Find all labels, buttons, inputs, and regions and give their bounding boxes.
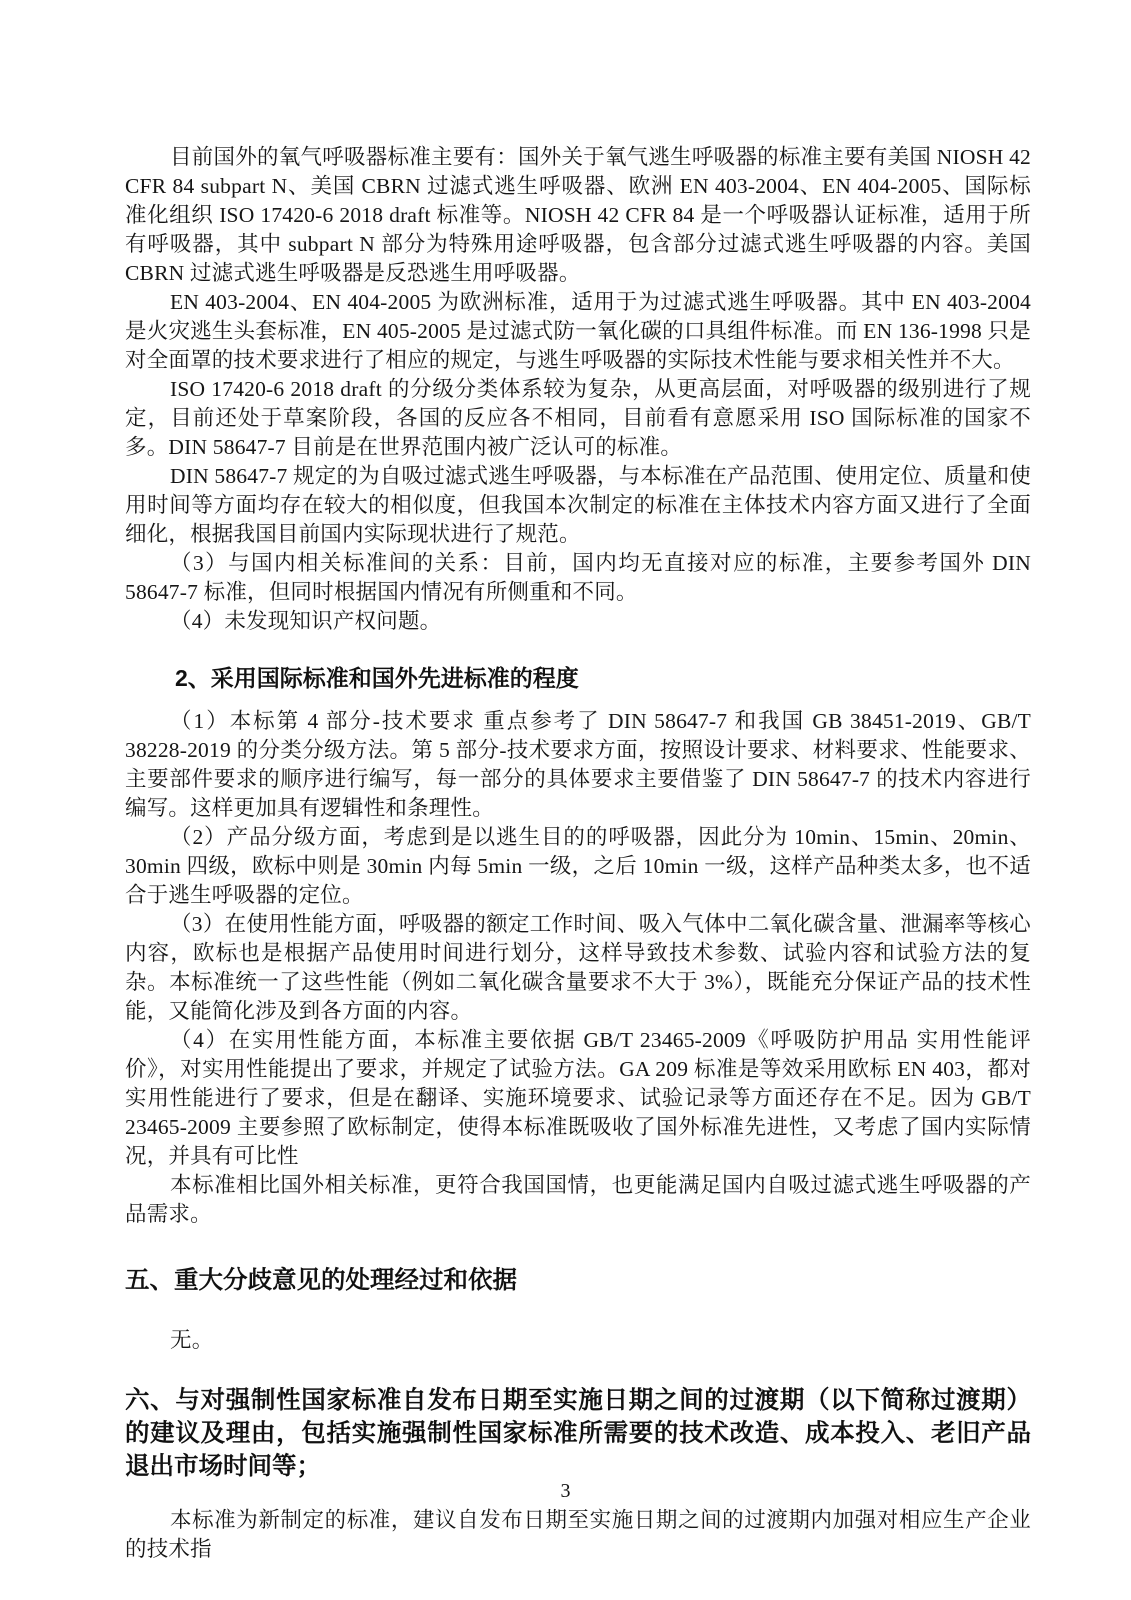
body-paragraph-item-3-usage-performance: （3）在使用性能方面，呼吸器的额定工作时间、吸入气体中二氧化碳含量、泄漏率等核心内容，欧标也是根据产品使用时间进行划分，这样导致技术参数、试验内容和试验方法的复杂。本标准统一了这些性能（例如二氧化碳含量要求不大于 3%），既能充分保证产品的技术性能，又能简化涉及到各方面的内容。 (125, 912, 1031, 1023)
section-heading-5-disputes: 五、重大分歧意见的处理经过和依据 (125, 1267, 517, 1294)
section-6-body-paragraph: 本标准为新制定的标准，建议自发布日期至实施日期之间的过渡期内加强对相应生产企业的技术指 (125, 1508, 1031, 1561)
page-number: 3 (560, 1480, 571, 1502)
subsection-heading-adoption-of-intl-standards: 2、采用国际标准和国外先进标准的程度 (175, 665, 579, 691)
body-paragraph-iso-draft: ISO 17420-6 2018 draft 的分级分类体系较为复杂，从更高层面，对呼吸器的级别进行了规定，目前还处于草案阶段，各国的反应各不相同，目前看有意愿采用 ISO 国际标准的国家不多。DIN 58647-7 目前是在世界范围内被广泛认可的标准。 (125, 377, 1031, 459)
body-paragraph-item-1-technical-requirements: （1）本标第 4 部分-技术要求 重点参考了 DIN 58647-7 和我国 GB 38451-2019、GB/T 38228-2019 的分类分级方法。第 5 部分-技术要求方面，按照设计要求、材料要求、性能要求、主要部件要求的顺序进行编写，每一部分的具体要求主要借鉴了 DIN 58647-7 的技术内容进行编写。这样更加具有逻辑性和条理性。 (125, 709, 1031, 820)
body-paragraph-en-standards: EN 403-2004、EN 404-2005 为欧洲标准，适用于为过滤式逃生呼吸器。其中 EN 403-2004 是火灾逃生头套标准，EN 405-2005 是过滤式防一氧化碳的口具组件标准。而 EN 136-1998 只是对全面罩的技术要求进行了相应的规定，与逃生呼吸器的实际技术性能与要求相关性并不大。 (125, 290, 1031, 372)
body-paragraph-item-2-product-grading: （2）产品分级方面，考虑到是以逃生目的的呼吸器，因此分为 10min、15min、20min、30min 四级，欧标中则是 30min 内每 5min 一级，之后 10min 一级，这样产品种类太多，也不适合于逃生呼吸器的定位。 (125, 825, 1031, 907)
page-content (125, 143, 1031, 1564)
body-paragraph-overview-foreign-standards: 目前国外的氧气呼吸器标准主要有：国外关于氧气逃生呼吸器的标准主要有美国 NIOSH 42 CFR 84 subpart N、美国 CBRN 过滤式逃生呼吸器、欧洲 EN 403-2004、EN 404-2005、国际标准化组织 ISO 17420-6 2018 draft 标准等。NIOSH 42 CFR 84 是一个呼吸器认证标准，适用于所有呼吸器，其中 subpart N 部分为特殊用途呼吸器，包含部分过滤式逃生呼吸器的内容。美国 CBRN 过滤式逃生呼吸器是反恐逃生用呼吸器。 (125, 145, 1031, 285)
body-paragraph-domestic-relation: （3）与国内相关标准间的关系：目前，国内均无直接对应的标准，主要参考国外 DIN 58647-7 标准，但同时根据国内情况有所侧重和不同。 (125, 551, 1031, 604)
body-paragraph-item-4-practical-performance: （4）在实用性能方面，本标准主要依据 GB/T 23465-2009《呼吸防护用品 实用性能评价》，对实用性能提出了要求，并规定了试验方法。GA 209 标准是等效采用欧标 EN 403，都对实用性能进行了要求，但是在翻译、实施环境要求、试验记录等方面还存在不足。因为 GB/T 23465-2009 主要参照了欧标制定，使得本标准既吸收了国外标准先进性，又考虑了国内实际情况，并具有可比性 (125, 1028, 1031, 1168)
section-heading-6-transition-period: 六、与对强制性国家标准自发布日期至实施日期之间的过渡期（以下简称过渡期）的建议及理由，包括实施强制性国家标准所需要的技术改造、成本投入、老旧产品退出市场时间等； (125, 1387, 1031, 1480)
body-paragraph-ip-issues: （4）未发现知识产权问题。 (170, 609, 442, 633)
section-5-body-none: 无。 (170, 1328, 214, 1352)
body-paragraph-conclusion: 本标准相比国外相关标准，更符合我国国情，也更能满足国内自吸过滤式逃生呼吸器的产品需求。 (125, 1173, 1031, 1226)
body-paragraph-din-58647: DIN 58647-7 规定的为自吸过滤式逃生呼吸器，与本标准在产品范围、使用定位、质量和使用时间等方面均存在较大的相似度，但我国本次制定的标准在主体技术内容方面又进行了全面细化，根据我国目前国内实际现状进行了规范。 (125, 464, 1031, 546)
